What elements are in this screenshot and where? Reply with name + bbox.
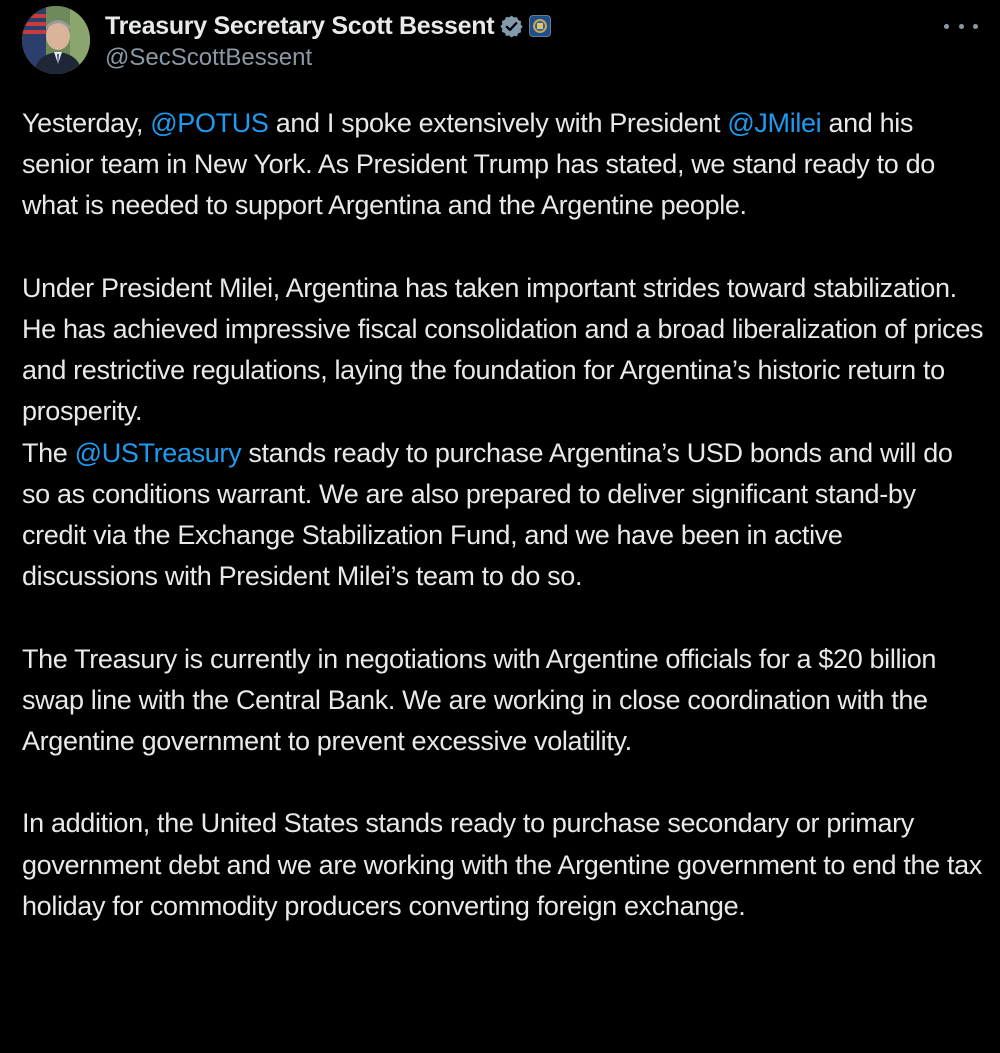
person-portrait-icon[interactable] — [22, 6, 90, 74]
author-display-name[interactable]: Treasury Secretary Scott Bessent — [105, 11, 495, 40]
tweet-paragraph-1 — [22, 103, 984, 227]
dot-icon — [973, 24, 978, 29]
paragraph-spacer — [22, 597, 984, 638]
tweet-header — [22, 6, 551, 80]
text-segment: The — [22, 437, 75, 468]
mention-potus-link[interactable]: @POTUS — [150, 108, 269, 138]
verified-badge-icon — [499, 14, 524, 39]
paragraph-spacer — [22, 762, 984, 803]
text-segment: Under President Milei, Argentina has taken important strides toward stabilization. He has achieved impressive fiscal consolidation and a broad liberalization of prices and restrictive regulations, laying the foundation for Argentina’s historic return to prosperity. — [22, 272, 984, 427]
author-names — [105, 6, 551, 72]
text-segment: The Treasury is currently in negotiations with Argentine officials for a $20 billion swap line with the Central Bank. We are working in close coordination with the Argentine government to prevent excessive volatility. — [22, 643, 937, 757]
text-segment: stands ready to purchase Argentina’s USD bonds and will do so as conditions warrant. We are also prepared to deliver significant stand-by credit via the Exchange Stabilization Fund, and we have been in active discussions with President Milei’s team to do so. — [22, 437, 953, 592]
dot-icon — [959, 24, 964, 29]
mention-ustreasury-link[interactable]: @USTreasury — [74, 437, 242, 468]
dot-icon — [944, 24, 949, 29]
paragraph-spacer — [22, 227, 984, 268]
more-options-icon[interactable] — [944, 18, 978, 34]
name-row — [105, 10, 551, 42]
text-segment: Yesterday, — [22, 108, 151, 138]
treasury-seal-icon — [529, 15, 551, 37]
text-segment: and his senior team in New York. As President Trump has stated, we stand ready to do what is needed to support Argentina and the Argentine people. — [22, 108, 935, 221]
author-handle[interactable]: @SecScottBessent — [105, 44, 313, 71]
text-segment: In addition, the United States stands ready to purchase secondary or primary government debt and we are working with the Argentine government to end the tax holiday for commodity producers converting foreign exchange. — [22, 808, 982, 921]
tweet-body — [22, 103, 984, 927]
mention-jmilei-link[interactable]: @JMilei — [727, 108, 822, 138]
tweet-paragraph-3 — [22, 433, 984, 598]
tweet-paragraph-5 — [22, 803, 984, 927]
text-segment: and I spoke extensively with President — [268, 108, 728, 138]
tweet-paragraph-2 — [22, 268, 984, 433]
tweet-paragraph-4 — [22, 639, 984, 763]
